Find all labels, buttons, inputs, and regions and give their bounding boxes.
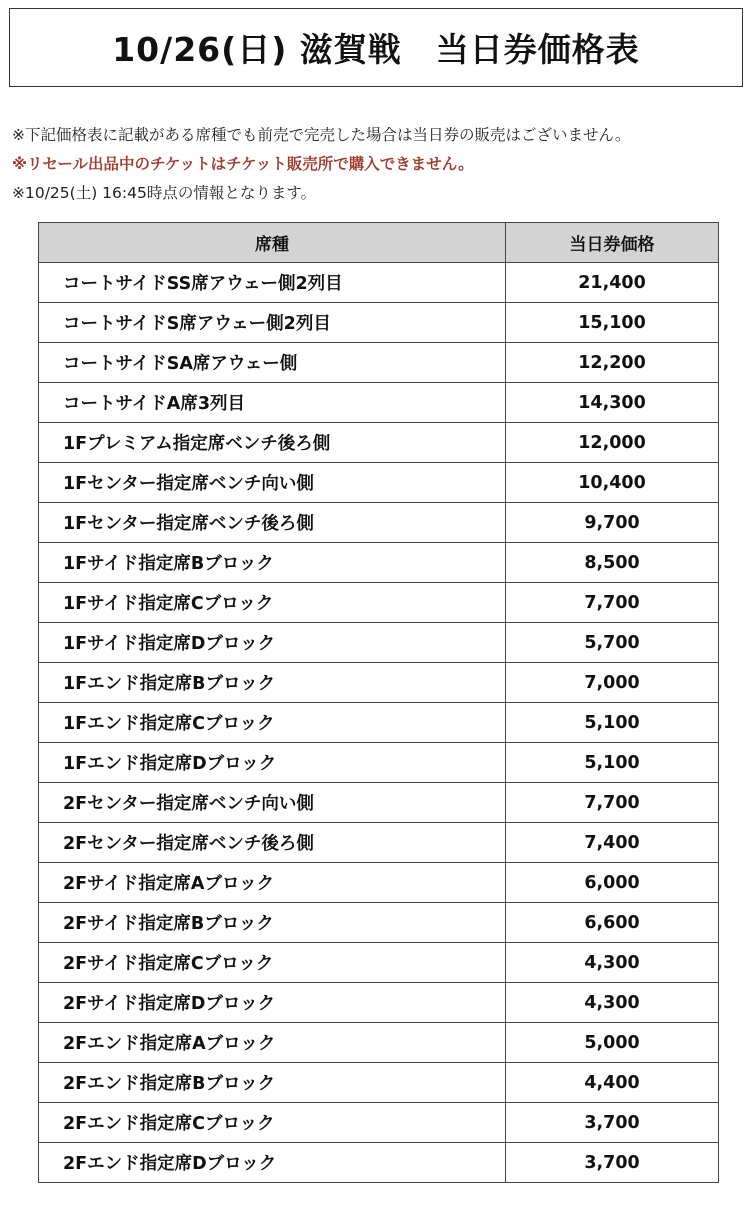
price-cell: 7,400 (506, 823, 719, 863)
price-cell: 9,700 (506, 503, 719, 543)
price-cell: 12,000 (506, 423, 719, 463)
warning-note: ※リセール出品中のチケットはチケット販売所で購入できません。 (12, 155, 474, 173)
price-column-header: 当日券価格 (506, 223, 719, 263)
seat-type-cell: 1Fプレミアム指定席ベンチ後ろ側 (39, 423, 506, 463)
table-row (39, 583, 719, 623)
seat-type-cell: コートサイドSA席アウェー側 (39, 343, 506, 383)
price-cell: 12,200 (506, 343, 719, 383)
table-row (39, 1023, 719, 1063)
table-row (39, 463, 719, 503)
price-cell: 5,100 (506, 743, 719, 783)
table-row (39, 543, 719, 583)
seat-type-cell: 2Fサイド指定席Dブロック (39, 983, 506, 1023)
table-row (39, 863, 719, 903)
table-row (39, 1103, 719, 1143)
seat-type-cell: コートサイドSS席アウェー側2列目 (39, 263, 506, 303)
title-banner (9, 8, 743, 87)
table-row (39, 983, 719, 1023)
price-cell: 14,300 (506, 383, 719, 423)
table-row (39, 783, 719, 823)
table-row (39, 623, 719, 663)
price-cell: 6,600 (506, 903, 719, 943)
seat-column-header: 席種 (39, 223, 506, 263)
price-table (38, 222, 719, 1183)
seat-type-cell: 1Fエンド指定席Cブロック (39, 703, 506, 743)
price-cell: 5,100 (506, 703, 719, 743)
table-row (39, 743, 719, 783)
price-cell: 10,400 (506, 463, 719, 503)
table-header (39, 223, 719, 263)
price-cell: 5,000 (506, 1023, 719, 1063)
seat-type-cell: 1Fサイド指定席Dブロック (39, 623, 506, 663)
price-cell: 21,400 (506, 263, 719, 303)
price-cell: 4,400 (506, 1063, 719, 1103)
table-row (39, 1063, 719, 1103)
seat-type-cell: 2Fサイド指定席Bブロック (39, 903, 506, 943)
seat-type-cell: 2Fセンター指定席ベンチ向い側 (39, 783, 506, 823)
seat-type-cell: 2Fサイド指定席Aブロック (39, 863, 506, 903)
seat-type-cell: 1Fセンター指定席ベンチ向い側 (39, 463, 506, 503)
price-cell: 15,100 (506, 303, 719, 343)
table-row (39, 303, 719, 343)
table-row (39, 663, 719, 703)
seat-type-cell: 1Fサイド指定席Bブロック (39, 543, 506, 583)
price-cell: 5,700 (506, 623, 719, 663)
price-cell: 7,700 (506, 583, 719, 623)
price-cell: 7,000 (506, 663, 719, 703)
table-body (39, 263, 719, 1183)
table-row (39, 263, 719, 303)
info-note: ※10/25(土) 16:45時点の情報となります。 (12, 184, 317, 202)
table-row (39, 903, 719, 943)
price-cell: 3,700 (506, 1103, 719, 1143)
seat-type-cell: 1Fセンター指定席ベンチ後ろ側 (39, 503, 506, 543)
price-cell: 6,000 (506, 863, 719, 903)
seat-type-cell: 2Fエンド指定席Aブロック (39, 1023, 506, 1063)
table-row (39, 423, 719, 463)
info-note: ※下記価格表に記載がある席種でも前売で完売した場合は当日券の販売はございません。 (12, 126, 631, 144)
notes-section (12, 121, 747, 208)
price-cell: 8,500 (506, 543, 719, 583)
seat-type-cell: 2Fセンター指定席ベンチ後ろ側 (39, 823, 506, 863)
seat-type-cell: 2Fエンド指定席Dブロック (39, 1143, 506, 1183)
page-title: 10/26(日) 滋賀戦 当日券価格表 (112, 30, 640, 69)
seat-type-cell: 2Fエンド指定席Cブロック (39, 1103, 506, 1143)
seat-type-cell: コートサイドS席アウェー側2列目 (39, 303, 506, 343)
seat-type-cell: 1Fエンド指定席Bブロック (39, 663, 506, 703)
table-row (39, 823, 719, 863)
seat-type-cell: 1Fサイド指定席Cブロック (39, 583, 506, 623)
table-row (39, 1143, 719, 1183)
seat-type-cell: コートサイドA席3列目 (39, 383, 506, 423)
price-cell: 3,700 (506, 1143, 719, 1183)
seat-type-cell: 2Fサイド指定席Cブロック (39, 943, 506, 983)
table-row (39, 343, 719, 383)
table-row (39, 383, 719, 423)
table-row (39, 503, 719, 543)
price-cell: 4,300 (506, 983, 719, 1023)
table-row (39, 943, 719, 983)
seat-type-cell: 1Fエンド指定席Dブロック (39, 743, 506, 783)
price-cell: 7,700 (506, 783, 719, 823)
table-header-row (39, 223, 719, 263)
price-cell: 4,300 (506, 943, 719, 983)
seat-type-cell: 2Fエンド指定席Bブロック (39, 1063, 506, 1103)
table-row (39, 703, 719, 743)
